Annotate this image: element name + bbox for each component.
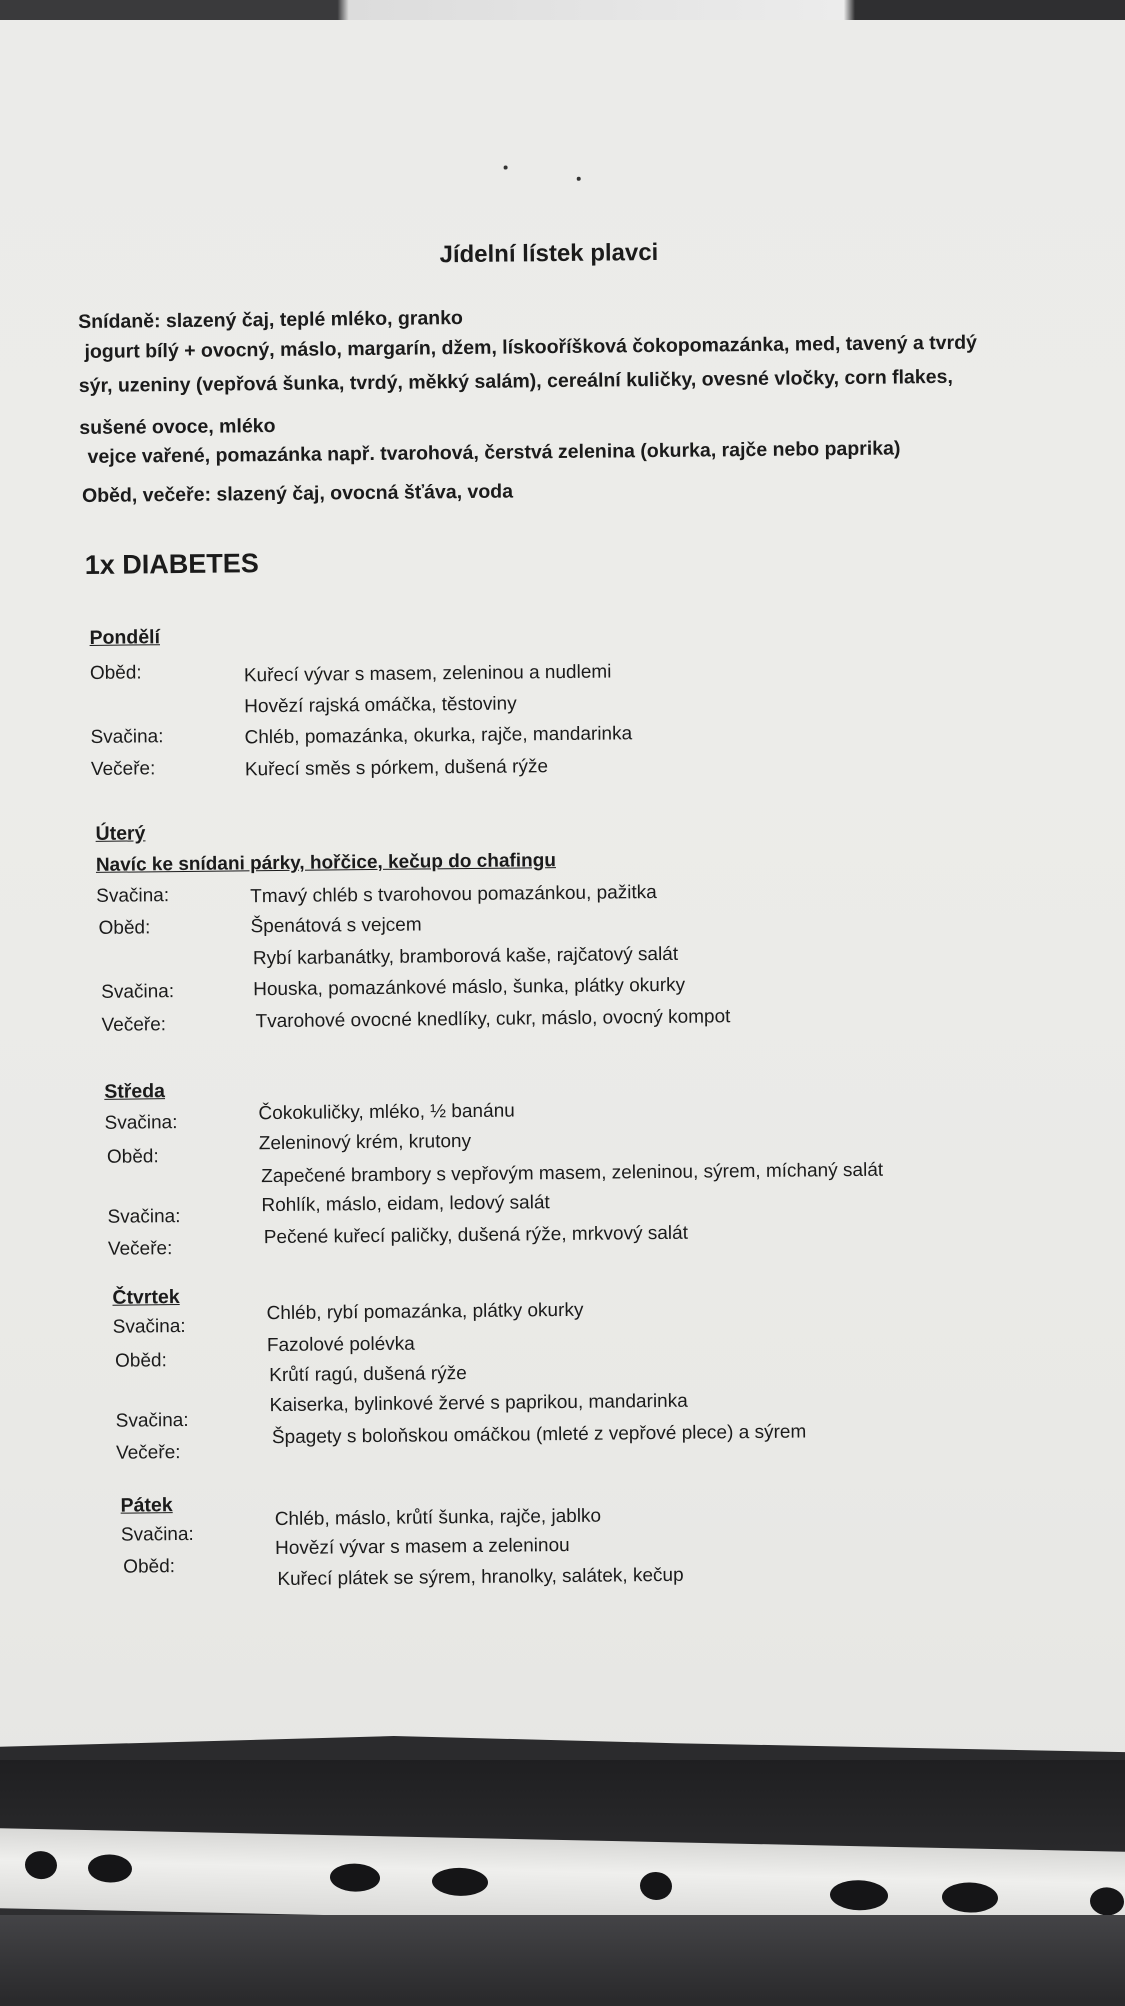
meal-item: Hovězí vývar s masem a zeleninou [274, 1534, 570, 1560]
meal-item: Fazolové polévka [266, 1333, 415, 1357]
meal-label: Svačina: [112, 1315, 186, 1338]
meal-item: Zeleninový krém, krutony [258, 1130, 472, 1155]
day-friday: Pátek [120, 1494, 173, 1517]
meal-item: Chléb, pomazánka, okurka, rajče, mandarinka [244, 723, 633, 749]
meal-item: Kuřecí směs s pórkem, dušená rýže [244, 756, 549, 781]
meal-item: Rybí karbanátky, bramborová kaše, rajčatový salát [252, 943, 679, 970]
meal-item: Kuřecí plátek se sýrem, hranolky, salátek, kečup [277, 1564, 684, 1591]
meal-label: Svačina: [96, 885, 170, 907]
meal-label: Svačina: [115, 1409, 189, 1432]
meal-item: Rohlík, máslo, eidam, ledový salát [261, 1192, 550, 1217]
meal-item: Tvarohové ovocné knedlíky, cukr, máslo, ovocný kompot [255, 1006, 731, 1033]
meal-item: Tmavý chléb s tvarohovou pomazánkou, pažitka [250, 882, 657, 908]
meal-label: Oběd: [114, 1350, 167, 1372]
meal-label: Svačina: [120, 1523, 194, 1546]
meal-label: Svačina: [90, 726, 164, 748]
tuesday-note: Navíc ke snídani párky, hořčice, kečup do chafingu [95, 850, 557, 876]
meal-label: Svačina: [104, 1112, 178, 1134]
day-wednesday: Středa [104, 1080, 166, 1103]
intro-line: sýr, uzeniny (vepřová šunka, tvrdý, měkký salám), cereální kuličky, ovesné vločky, corn flakes, [78, 365, 953, 398]
speck [504, 166, 508, 170]
day-monday: Pondělí [89, 626, 161, 649]
meal-item: Zapečené brambory s vepřovým masem, zeleninou, sýrem, míchaný salát [261, 1159, 884, 1188]
meal-item: Kuřecí vývar s masem, zeleninou a nudlemi [243, 661, 612, 687]
intro-line: sušené ovoce, mléko [79, 414, 276, 440]
intro-line: jogurt bílý + ovocný, máslo, margarín, džem, lískooříšková čokopomazánka, med, tavený a tvrdý [84, 331, 978, 363]
meal-item: Chléb, máslo, krůtí šunka, rajče, jablko [274, 1505, 602, 1531]
day-tuesday: Úterý [95, 822, 146, 845]
meal-label: Oběd: [123, 1556, 176, 1578]
meal-item: Krůtí ragú, dušená rýže [269, 1363, 467, 1387]
meal-label: Večeře: [107, 1238, 173, 1260]
meal-item: Kaiserka, bylinkové žervé s paprikou, mandarinka [269, 1390, 688, 1417]
meal-label: Oběd: [98, 917, 151, 939]
section-title: 1x DIABETES [84, 548, 259, 580]
meal-item: Hovězí rajská omáčka, těstoviny [244, 693, 517, 718]
meal-label: Večeře: [90, 758, 156, 780]
meal-label: Svačina: [101, 981, 175, 1003]
meal-label: Oběd: [106, 1146, 159, 1168]
meal-label: Večeře: [115, 1442, 181, 1464]
meal-item: Špagety s boloňskou omáčkou (mleté z vepřové plece) a sýrem [271, 1421, 807, 1449]
intro-breakfast: Snídaně: slazený čaj, teplé mléko, granko [78, 307, 464, 334]
speck [577, 177, 581, 181]
day-thursday: Čtvrtek [112, 1286, 180, 1309]
intro-line: vejce vařené, pomazánka např. tvarohová, čerstvá zelenina (okurka, rajče nebo paprika) [87, 437, 901, 468]
meal-item: Pečené kuřecí paličky, dušená rýže, mrkvový salát [263, 1222, 689, 1249]
meal-label: Oběd: [89, 662, 142, 684]
meal-item: Houska, pomazánkové máslo, šunka, plátky okurky [253, 974, 686, 1001]
meal-label: Svačina: [107, 1206, 181, 1228]
meal-label: Večeře: [101, 1014, 167, 1036]
meal-item: Špenátová s vejcem [250, 914, 422, 938]
intro-lunch-dinner: Oběd, večeře: slazený čaj, ovocná šťáva, voda [81, 480, 514, 508]
meal-item: Chléb, rybí pomazánka, plátky okurky [266, 1299, 584, 1325]
meal-item: Čokokuličky, mléko, ½ banánu [258, 1100, 515, 1125]
page-title: Jídelní lístek plavci [439, 238, 659, 269]
